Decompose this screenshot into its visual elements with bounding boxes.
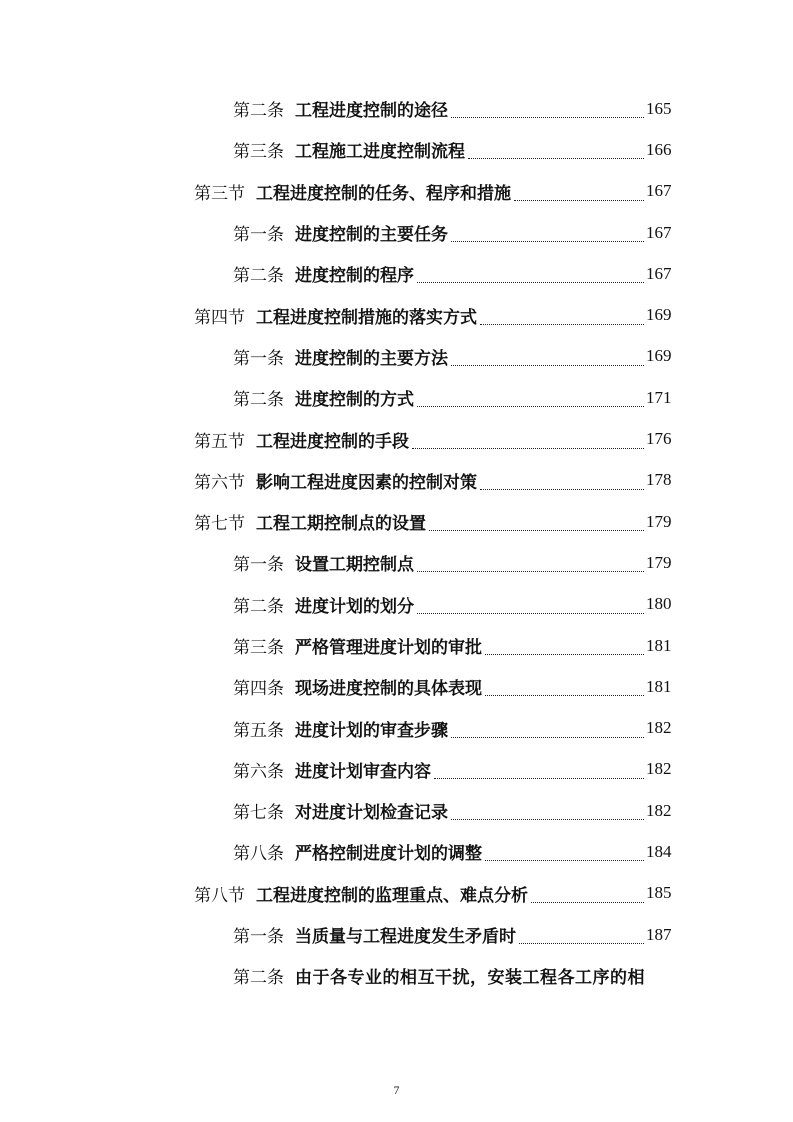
toc-entry[interactable]	[0, 955, 793, 996]
toc-entry-page: 179	[646, 511, 672, 531]
toc-entry-title: 进度计划的审查步骤	[295, 720, 448, 741]
toc-entry-title: 工程进度控制措施的落实方式	[256, 307, 477, 328]
toc-entry-title: 工程进度控制的监理重点、难点分析	[256, 885, 528, 906]
toc-entry[interactable]	[0, 542, 793, 583]
toc-entry[interactable]	[0, 253, 793, 294]
toc-entry-title: 现场进度控制的具体表现	[295, 679, 482, 700]
toc-entry-title: 工程工期控制点的设置	[256, 514, 426, 535]
toc-entry-number: 第六节	[194, 472, 245, 493]
toc-entry-page: 167	[646, 222, 672, 242]
toc-entry-page: 182	[646, 759, 672, 779]
toc-entry-page: 182	[646, 718, 672, 738]
toc-entry-title: 影响工程进度因素的控制对策	[256, 472, 477, 493]
dot-leader	[417, 601, 644, 614]
toc-entry-number: 第八节	[194, 885, 245, 906]
toc-entry-title: 工程进度控制的手段	[256, 431, 409, 452]
toc-entry-number: 第二条	[233, 390, 284, 411]
toc-entry-title: 工程施工进度控制流程	[295, 142, 465, 163]
toc-entry-page: 180	[646, 594, 672, 614]
toc-entry-page: 167	[646, 181, 672, 201]
toc-entry-number: 第五节	[194, 431, 245, 452]
toc-entry-title: 工程进度控制的途径	[295, 101, 448, 122]
dot-leader	[514, 188, 644, 201]
dot-leader	[417, 559, 644, 572]
toc-entry-title: 进度控制的主要任务	[295, 225, 448, 246]
toc-entry[interactable]	[0, 129, 793, 170]
toc-entry[interactable]	[0, 171, 793, 212]
toc-entry-title: 对进度计划检查记录	[295, 803, 448, 824]
toc-entry-title: 进度控制的主要方法	[295, 348, 448, 369]
dot-leader	[485, 848, 644, 861]
toc-entry-page: 181	[646, 635, 672, 655]
toc-entry-title: 进度控制的程序	[295, 266, 414, 287]
toc-entry-title: 由于各专业的相互干扰，安装工程各工序的相	[295, 968, 645, 989]
toc-entry-page: 167	[646, 263, 672, 283]
toc-entry-number: 第三节	[194, 183, 245, 204]
toc-entry-number: 第一条	[233, 348, 284, 369]
dot-leader	[519, 931, 644, 944]
toc-entry[interactable]	[0, 88, 793, 129]
toc-entry-page: 169	[646, 305, 672, 325]
toc-entry[interactable]	[0, 336, 793, 377]
toc-entry-page: 184	[646, 841, 672, 861]
dot-leader	[531, 890, 644, 903]
toc-entry[interactable]	[0, 418, 793, 459]
toc-entry-number: 第四条	[233, 679, 284, 700]
toc-entry-number: 第三条	[233, 638, 284, 658]
toc-entry-page: 176	[646, 429, 672, 449]
dot-leader	[412, 436, 644, 449]
toc-entry[interactable]	[0, 914, 793, 955]
dot-leader	[451, 353, 644, 366]
toc-entry-number: 第七节	[194, 514, 245, 535]
dot-leader	[480, 312, 644, 325]
toc-entry-number: 第四节	[194, 307, 245, 328]
toc-entry[interactable]	[0, 707, 793, 748]
toc-entry-page: 169	[646, 346, 672, 366]
toc-entry-page: 187	[646, 924, 672, 944]
toc-entry-number: 第八条	[233, 844, 284, 865]
dot-leader	[417, 394, 644, 407]
dot-leader	[429, 518, 644, 531]
toc-entry[interactable]	[0, 831, 793, 872]
page-number: 7	[393, 1083, 400, 1097]
toc-entry-number: 第七条	[233, 803, 284, 824]
toc-entry-number: 第五条	[233, 720, 284, 741]
toc-entry-page: 179	[646, 552, 672, 572]
toc-entry-page: 178	[646, 470, 672, 490]
toc-entry[interactable]	[0, 294, 793, 335]
table-of-contents	[0, 88, 793, 997]
toc-entry-title: 严格管理进度计划的审批	[295, 638, 482, 658]
toc-entry[interactable]	[0, 625, 793, 666]
toc-entry-title: 当质量与工程进度发生矛盾时	[295, 927, 516, 948]
toc-entry[interactable]	[0, 212, 793, 253]
dot-leader	[451, 725, 644, 738]
toc-entry[interactable]	[0, 873, 793, 914]
toc-entry[interactable]	[0, 790, 793, 831]
dot-leader	[485, 642, 644, 655]
toc-entry-number: 第二条	[233, 266, 284, 287]
toc-entry-page: 171	[646, 387, 672, 407]
dot-leader	[434, 766, 644, 779]
toc-entry-page: 166	[646, 139, 672, 159]
toc-entry-page: 181	[646, 676, 672, 696]
toc-entry[interactable]	[0, 584, 793, 625]
dot-leader	[480, 477, 644, 490]
toc-entry-number: 第二条	[233, 596, 284, 617]
toc-entry-number: 第六条	[233, 761, 284, 782]
toc-entry-page: 165	[646, 98, 672, 118]
toc-entry[interactable]	[0, 666, 793, 707]
toc-entry-number: 第一条	[233, 555, 284, 576]
toc-entry[interactable]	[0, 377, 793, 418]
toc-entry[interactable]	[0, 749, 793, 790]
dot-leader	[451, 105, 644, 118]
toc-entry-number: 第一条	[233, 225, 284, 246]
dot-leader	[451, 807, 644, 820]
toc-entry-title: 严格控制进度计划的调整	[295, 844, 482, 865]
toc-entry[interactable]	[0, 501, 793, 542]
dot-leader	[468, 146, 644, 159]
dot-leader	[417, 270, 644, 283]
toc-entry-title: 工程进度控制的任务、程序和措施	[256, 183, 511, 204]
toc-entry-title: 设置工期控制点	[295, 555, 414, 576]
toc-entry-number: 第二条	[233, 101, 284, 122]
toc-entry-number: 第二条	[233, 968, 284, 989]
dot-leader	[485, 683, 644, 696]
toc-entry[interactable]	[0, 460, 793, 501]
toc-entry-page: 182	[646, 800, 672, 820]
toc-entry-title: 进度计划审查内容	[295, 761, 431, 782]
toc-entry-page: 185	[646, 883, 672, 903]
toc-entry-number: 第三条	[233, 142, 284, 163]
toc-entry-number: 第一条	[233, 927, 284, 948]
dot-leader	[451, 229, 644, 242]
toc-entry-title: 进度控制的方式	[295, 390, 414, 411]
toc-entry-title: 进度计划的划分	[295, 596, 414, 617]
